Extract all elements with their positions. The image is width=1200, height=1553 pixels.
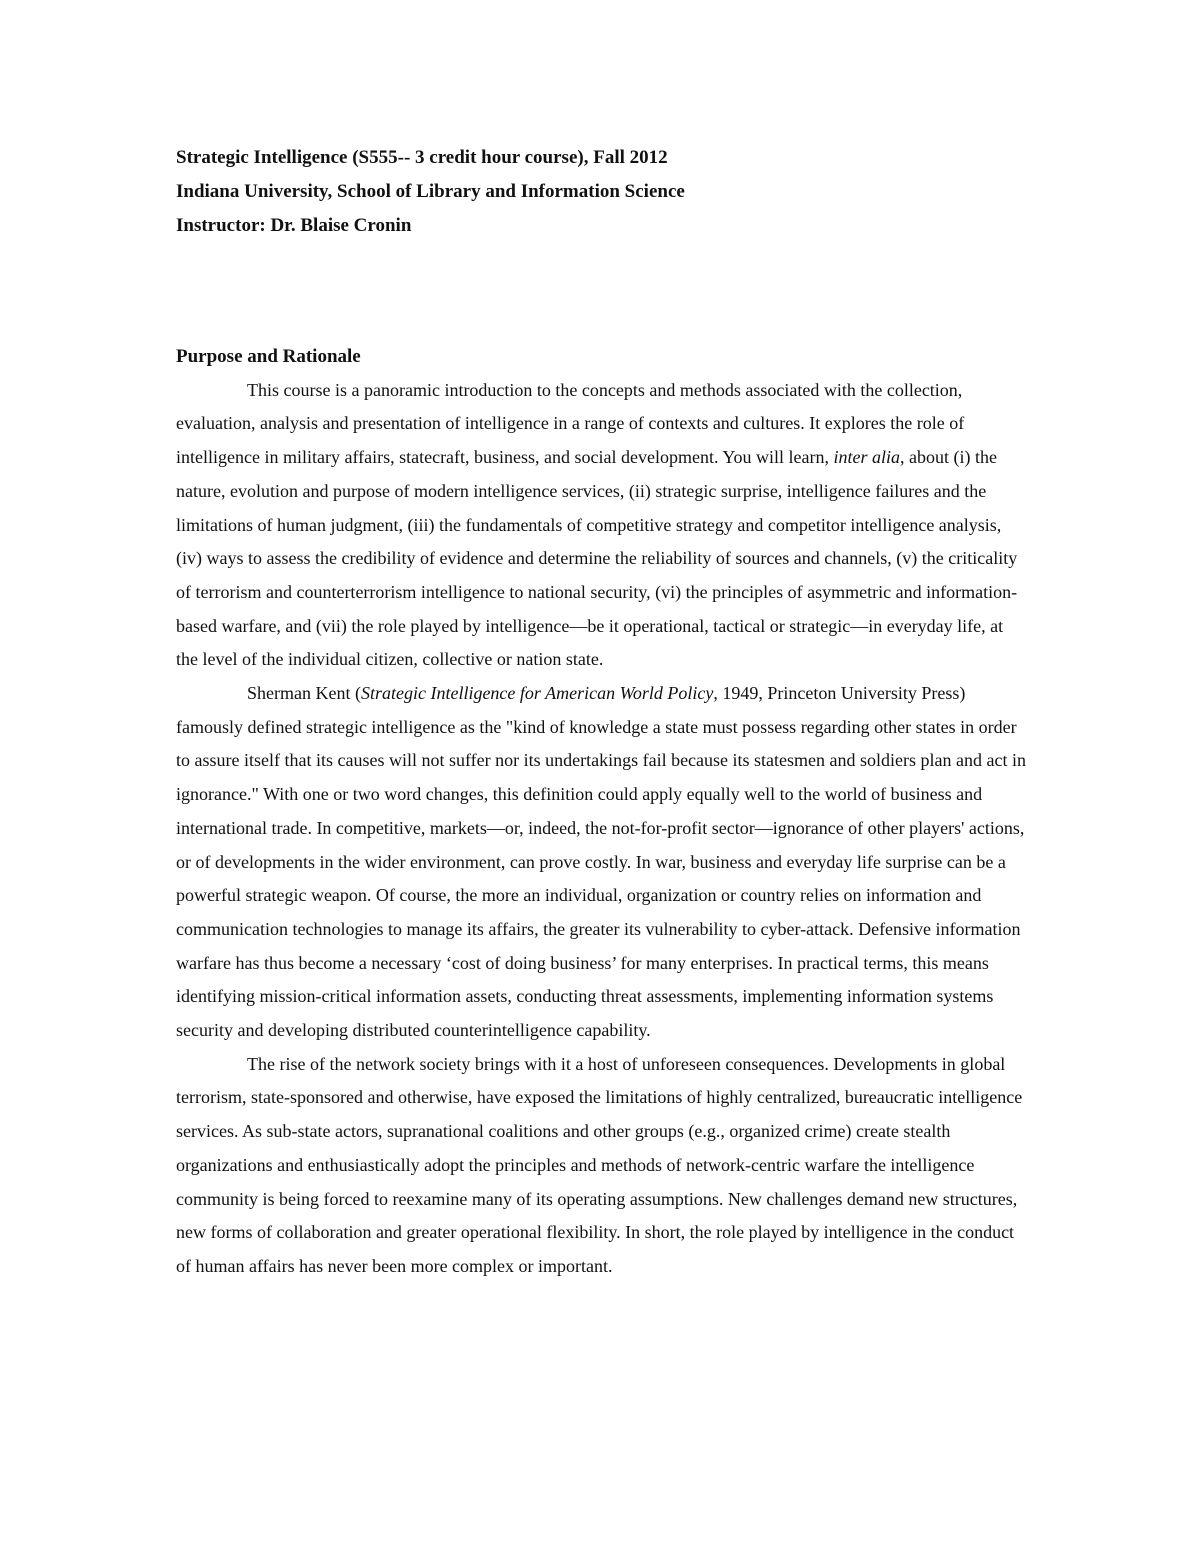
course-title: Strategic Intelligence (S555-- 3 credit hour course), Fall 2012 — [176, 147, 668, 168]
paragraph-text: This course is a panoramic introduction to the concepts and methods associated with the collection, evaluation, analysis and presentation of intelligence in a range of contexts and cultures. It explores the role of intelligence in military affairs, statecraft, business, and social development. You will learn, — [176, 379, 965, 468]
paragraph-text: , about (i) the nature, evolution and purpose of modern intelligence services, (ii) strategic surprise, intelligence failures and the limitations of human judgment, (iii) the fundamentals of competitive strategy and competitor intelligence analysis, (iv) ways to assess the credibility of evidence and determine the reliability of sources and channels, (v) the criticality of terrorism and counterterrorism intelligence to national security, (vi) the principles of asymmetric and information-based warfare, and (vii) the role played by intelligence—be it operational, tactical or strategic—in everyday life, at the level of the individual citizen, collective or nation state. — [176, 447, 1018, 670]
document-header — [176, 141, 1036, 243]
instructor-line: Instructor: Dr. Blaise Cronin — [176, 215, 412, 236]
paragraph-text: , 1949, Princeton University Press) famously defined strategic intelligence as the "kind of knowledge a state must possess regarding other states in order to assure itself that its causes will not suffer nor its undertakings fail because its statesmen and soldiers plan and act in ignorance." With one or two word changes, this definition could apply equally well to the world of business and international trade. In competitive, markets—or, indeed, the not-for-profit sector—ignorance of other players' actions, or of developments in the wider environment, can prove costly. In war, business and everyday life surprise can be a powerful strategic weapon. Of course, the more an individual, organization or country relies on information and communication technologies to manage its affairs, the greater its vulnerability to cyber-attack. Defensive information warfare has thus become a necessary ‘cost of doing business’ for many enterprises. In practical terms, this means identifying mission-critical information assets, conducting threat assessments, implementing information systems security and developing distributed counterintelligence capability. — [176, 683, 1026, 1041]
paragraph-course-overview — [176, 374, 1026, 677]
book-title: Strategic Intelligence for American World Policy — [360, 683, 714, 704]
section-heading: Purpose and Rationale — [176, 346, 361, 367]
institution-line: Indiana University, School of Library and Information Science — [176, 181, 685, 202]
purpose-section — [176, 340, 1026, 1284]
italic-phrase: inter alia — [833, 447, 901, 468]
paragraph-network-society: The rise of the network society brings with it a host of unforeseen consequences. Developments in global terrorism, state-sponsored and otherwise, have exposed the limitations of highly centralized, bureaucratic intelligence services. As sub-state actors, supranational coalitions and other groups (e.g., organized crime) create stealth organizations and enthusiastically adopt the principles and methods of network-centric warfare the intelligence community is being forced to reexamine many of its operating assumptions. New challenges demand new structures, new forms of collaboration and greater operational flexibility. In short, the role played by intelligence in the conduct of human affairs has never been more complex or important. — [176, 1053, 1023, 1276]
paragraph-text: Sherman Kent ( — [247, 683, 361, 704]
paragraph-sherman-kent — [176, 677, 1026, 1048]
